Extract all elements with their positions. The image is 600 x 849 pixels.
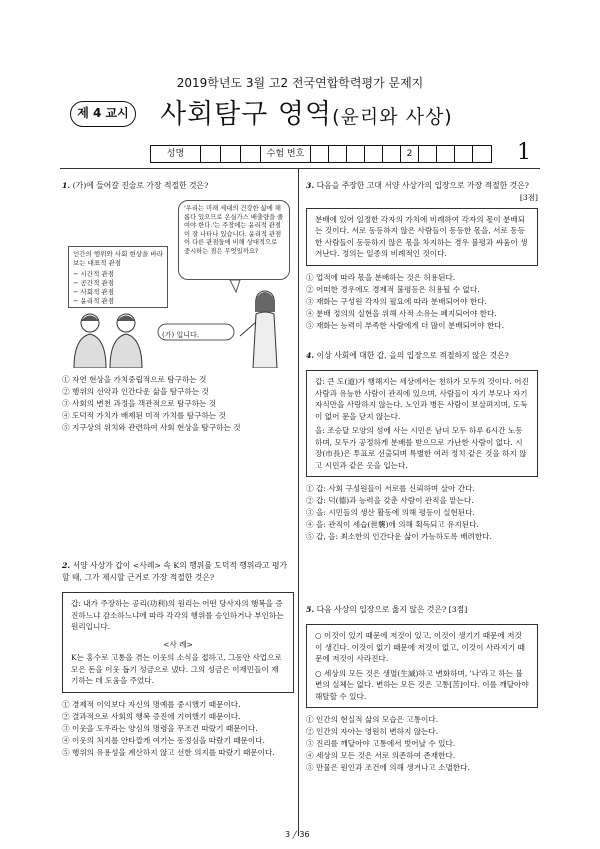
exam-number-label: 수험 번호 [261, 146, 311, 162]
choice[interactable]: ⑤ 만물은 원인과 조건에 의해 생겨나고 소멸한다. [306, 763, 470, 773]
q4-gap-text: 갑: 큰 도(道)가 행해지는 세상에서는 천하가 모두의 것이다. 어진 사람과 유능한 사람이 관직에 있으며, 사람들이 자기 부모나 자기 자식만을 사랑하지 않는다. 노인과 병든 사람이 보살펴지며, 도둑이 없어 문을 닫지 않는다. [315, 377, 529, 421]
classroom-illustration [60, 200, 296, 368]
list-item: − 윤리적 관점 [73, 297, 114, 305]
question-number: 4. [306, 351, 315, 360]
choice[interactable]: ② 갑: 덕(德)과 능력을 갖춘 사람이 관직을 맡는다. [306, 496, 474, 506]
choice[interactable]: ① 갑: 사회 구성원들이 서로를 신뢰하며 살아 간다. [306, 484, 475, 493]
subject-subtitle: (윤리와 사상) [332, 106, 453, 128]
choice[interactable]: ② 행위의 선악과 인간다운 삶을 탐구하는 것 [62, 386, 209, 396]
choice[interactable]: ⑤ 재화는 능력이 부족한 사람에게 더 많이 분배되어야 한다. [306, 320, 505, 330]
footer-page-current: 3 [285, 830, 291, 839]
column-divider [298, 168, 299, 836]
choice[interactable]: ④ 세상의 모든 것은 서로 의존하여 존재한다. [306, 751, 456, 761]
points: [3점] [448, 605, 468, 614]
question-number: 1. [62, 181, 71, 190]
q1-choices [62, 373, 294, 433]
list-item: − 사회적 관점 [73, 288, 114, 296]
exam-number-box[interactable] [329, 146, 347, 162]
page-number: 1 [517, 140, 531, 165]
exam-number-box[interactable] [455, 146, 473, 162]
question-text: 이상 사회에 대한 갑, 을의 입장으로 적절하지 않은 것은? [316, 351, 509, 360]
choice[interactable]: ② 결과적으로 사회의 행복 증진에 기여했기 때문이다. [62, 711, 241, 721]
subject-name: 사회탐구 영역 [160, 99, 333, 130]
q2-box [62, 592, 294, 693]
question-1 [62, 180, 292, 192]
case-text: K는 홍수로 고통을 겪는 이웃의 소식을 접하고, 그동안 사업으로 모은 돈을 이웃 돕기 성금으로 냈다. 그의 성금은 이재민들이 재기하는 데 도움을 주었다. [71, 653, 282, 685]
case-title: <사 례> [163, 639, 193, 649]
question-text: 다음을 주장한 고대 서양 사상가의 입장으로 가장 적절한 것은? [316, 181, 529, 190]
name-box[interactable] [221, 146, 241, 162]
exam-number-box[interactable] [437, 146, 455, 162]
choice[interactable]: ③ 을: 시민들의 생산 활동에 의해 평등이 실현된다. [306, 508, 475, 518]
choice[interactable]: ③ 재화는 구성원 각자의 필요에 따라 분배되어야 한다. [306, 296, 487, 306]
choice[interactable]: ① 인간의 현실적 삶의 모습은 고통이다. [306, 715, 439, 724]
exam-number-digit: 2 [401, 146, 419, 162]
q4-eul-text: 을: 조승달 모양의 섬에 사는 시민은 남녀 모두 하루 6시간 노동하며, 모두가 공정하게 분배를 받으므로 가난한 사람이 없다. 시장(市長)은 투표로 선출되며 특별한 여러 정치 같은 것을 하지 않고 시민과 같은 옷을 입는다. [315, 426, 527, 470]
list-item: − 시간적 관점 [73, 270, 114, 278]
name-label: 성명 [151, 146, 201, 162]
exam-number-box[interactable] [311, 146, 329, 162]
list-item: − 공간적 관점 [73, 279, 114, 287]
question-5 [306, 604, 538, 774]
question-2 [62, 560, 294, 758]
teacher-illustration [240, 291, 277, 368]
choice[interactable]: ② 어떠한 경우에도 경제적 불평등은 허용될 수 없다. [306, 284, 480, 294]
question-text: 서양 사상가 갑이 <사례> 속 K의 행위를 도덕적 행위라고 평가할 때, 그가 제시할 근거로 가장 적절한 것은? [62, 561, 288, 582]
bubble-tail [230, 280, 240, 292]
header-rule [60, 168, 540, 169]
footer-page-total: 36 [299, 830, 310, 839]
exam-number-box[interactable] [347, 146, 365, 162]
student-id-table [150, 145, 492, 163]
choice[interactable]: ② 인간의 자아는 영원히 변하지 않는다. [306, 727, 439, 737]
q1-illustration [60, 200, 296, 368]
choice[interactable]: ③ 진리를 깨달아야 고통에서 벗어날 수 있다. [306, 739, 456, 749]
choice[interactable]: ③ 사회의 변천 과정을 객관적으로 탐구하는 것 [62, 398, 217, 408]
name-box[interactable] [241, 146, 261, 162]
exam-number-box[interactable] [365, 146, 383, 162]
choice[interactable]: ④ 을: 관직이 세습(世襲)에 의해 획득되고 유지된다. [306, 520, 479, 530]
subject-title [160, 92, 453, 131]
choice[interactable]: ④ 이웃의 처지를 안타깝게 여기는 동정심을 따랐기 때문이다. [62, 735, 265, 745]
speech-bubble: '우리는 미래 세대의 건강한 삶에 해롭다 있으므로 온실가스 배출량을 줄여야 한다.'는 주장에는 윤리적 관점이 잘 나타나 있습니다. 윤리적 관점이 다른 관점들에 비해 상대적으로 중시하는 점은 무엇일까요? [178, 200, 290, 280]
q5-box-line: ○ 세상의 모든 것은 생멸(生滅)하고 변화하며, '나'라고 하는 불변의 실체는 없다. 변하는 모든 것은 고통[苦]이다. 이를 깨달아야 해탈할 수 있다. [315, 668, 529, 701]
exam-title: 2019학년도 3월 고2 전국연합학력평가 문제지 [176, 76, 424, 90]
choice[interactable]: ③ 이웃을 도우라는 양심의 명령을 무조건 따랐기 때문이다. [62, 723, 258, 733]
exam-number-box[interactable] [473, 146, 491, 162]
exam-number-box[interactable] [419, 146, 437, 162]
students-illustration [74, 314, 142, 368]
q2-box-text: 갑: 내가 주장하는 공리(功利)의 원리는 어떤 당사자의 행복을 증진하느냐 감소하느냐에 따라 각각의 행위를 승인하거나 부인하는 원리입니다. [71, 599, 284, 631]
footer-page-indicator: 3 ╱ 36 [285, 830, 310, 839]
question-3 [306, 180, 538, 331]
question-number: 2. [62, 561, 71, 570]
points: [3점] [519, 193, 538, 202]
question-text: 다음 사상의 입장으로 옳지 않은 것은? [316, 605, 447, 614]
question-4 [306, 350, 538, 543]
question-number: 3. [306, 181, 315, 190]
answer-blank: (가) 입니다. [162, 331, 199, 339]
choice[interactable]: ④ 분배 정의의 실현을 위해 사적 소유는 폐지되어야 한다. [306, 308, 497, 318]
q5-box [306, 624, 538, 708]
name-box[interactable] [201, 146, 221, 162]
q5-box-line: ○ 이것이 있기 때문에 저것이 있고, 이것이 생기기 때문에 저것이 생긴다. 이것이 없기 때문에 저것이 없고, 이것이 사라지기 때문에 저것이 사라진다. [315, 631, 525, 663]
choice[interactable]: ⑤ 갑, 을: 최소한의 인간다운 삶이 가능하도록 배려한다. [306, 532, 492, 542]
choice[interactable]: ① 경제적 이익보다 자신의 명예를 중시했기 때문이다. [62, 699, 241, 709]
choice[interactable]: ⑤ 지구상의 위치와 관련하여 사회 현상을 탐구하는 것 [62, 422, 241, 432]
exam-number-box[interactable] [383, 146, 401, 162]
choice[interactable]: ① 자연 현상을 가치중립적으로 탐구하는 것 [62, 374, 207, 384]
choice[interactable]: ① 업적에 따라 몫을 분배하는 것은 허용된다. [306, 272, 456, 282]
q4-box [306, 370, 538, 477]
period-badge: 제 4 교시 [70, 101, 136, 127]
choice[interactable]: ④ 도덕적 가치가 배제된 미적 가치를 탐구하는 것 [62, 410, 226, 420]
list-title: 인간의 행위와 사회 현상을 바라보는 대표적 관점 [73, 250, 163, 267]
q3-box: 분배에 있어 일정한 각자의 가치에 비례하여 각자의 몫이 분배되는 것이다. 서로 동등하지 않은 사람들이 동등한 몫을, 서로 동등한 사람들이 동등하지 않은 몫을 차지하는 경우 불평과 싸움이 생겨난다. 정의는 일종의 비례적인 것이다. [306, 208, 538, 266]
question-number: 5. [306, 605, 315, 614]
choice[interactable]: ⑤ 행위의 유용성을 계산하지 않고 선한 의지를 따랐기 때문이다. [62, 747, 275, 757]
question-text: (가)에 들어갈 진술로 가장 적절한 것은? [72, 181, 209, 190]
